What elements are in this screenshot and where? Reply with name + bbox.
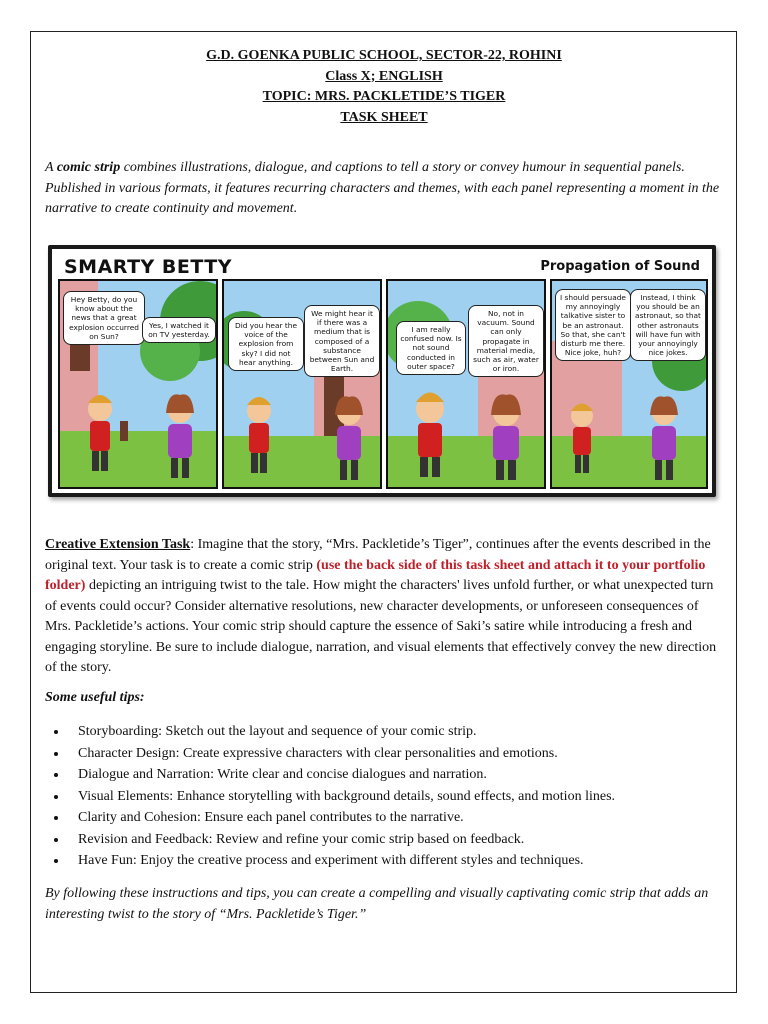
speech-bubble-boy-2: Did you hear the voice of the explosion from sky? I did not hear anything.	[228, 317, 304, 371]
task-label: Creative Extension Task	[45, 537, 191, 552]
intro-term: comic strip	[56, 160, 121, 175]
speech-bubble-girl-3: No, not in vacuum. Sound can only propagate in material media, such as air, water or iron.	[468, 305, 544, 377]
tip-item-revision: • Revision and Feedback: Review and refine your comic strip based on feedback.	[68, 829, 748, 851]
closing-paragraph: By following these instructions and tips, you can create a compelling and visually captivating comic strip that adds an interesting twist to the story of “Mrs. Packletide’s Tiger.”	[45, 886, 709, 922]
comic-panel-1	[58, 279, 218, 489]
tip-item-dialogue: • Dialogue and Narration: Write clear and concise dialogues and narration.	[68, 764, 748, 786]
topic-line: TOPIC: MRS. PACKLETIDE’S TIGER	[262, 89, 506, 104]
task-paragraph	[45, 535, 725, 679]
task-part1: : Imagine that the story, “Mrs. Packletide’s Tiger”, continues after the events described in the original text. Your task is to create a comic strip	[45, 537, 711, 573]
speech-bubble-boy-4: I should persuade my annoyingly talkative sister to be an astronaut. So that, she can't disturb me there. Nice joke, huh?	[555, 289, 631, 361]
comic-strip	[48, 245, 716, 497]
speech-bubble-boy-3: I am really confused now. Is not sound conducted in outer space?	[396, 321, 466, 375]
tip-item-visual-elements: • Visual Elements: Enhance storytelling with background details, sound effects, and motion lines.	[68, 786, 748, 808]
tip-item-storyboarding: • Storyboarding: Sketch out the layout and sequence of your comic strip.	[68, 721, 748, 743]
task-highlight: (use the back side of this task sheet and attach it to your portfolio folder)	[45, 557, 706, 593]
document-header	[0, 46, 768, 128]
tips-heading: Some useful tips:	[45, 690, 145, 705]
speech-bubble-boy-1: Hey Betty, do you know about the news that a great explosion occurred on Sun?	[63, 291, 145, 345]
task-part2: depicting an intriguing twist to the tale. How might the characters' lives unfold further, or what unexpected turn of events could occur? Consider alternative resolutions, new character developments, or unforeseen consequences of Mrs. Packletide’s actions. Your comic strip should capture the essence of Saki’s satire while introducing a fresh and engaging storyline. Be sure to include dialogue, narration, and visual elements that effectively convey the new direction of the story.	[45, 578, 717, 675]
tip-item-clarity: • Clarity and Cohesion: Ensure each panel contributes to the narrative.	[68, 807, 748, 829]
class-line: Class X; ENGLISH	[325, 68, 443, 84]
tips-list	[45, 721, 748, 872]
comic-title: SMARTY BETTY	[64, 256, 232, 278]
intro-rest: combines illustrations, dialogue, and captions to tell a story or convey humour in sequential panels. Published in various formats, it features recurring characters and themes, with each panel representing a moment in the narrative to create continuity and movement.	[45, 160, 720, 216]
intro-lead: A	[45, 160, 57, 175]
comic-panel-4	[550, 279, 708, 489]
comic-topic: Propagation of Sound	[540, 259, 700, 274]
speech-bubble-girl-2: We might hear it if there was a medium that is composed of a substance between Sun and Earth.	[304, 305, 380, 377]
speech-bubble-girl-4: Instead, I think you should be an astronaut, so that other astronauts will have fun with your annoyingly nice jokes.	[630, 289, 706, 361]
comic-panel-3	[386, 279, 546, 489]
tip-item-character-design: • Character Design: Create expressive characters with clear personalities and emotions.	[68, 743, 748, 765]
tip-item-have-fun: • Have Fun: Enjoy the creative process and experiment with different styles and techniques.	[68, 850, 748, 872]
comic-panel-2	[222, 279, 382, 489]
sheet-title: TASK SHEET	[340, 109, 428, 125]
intro-paragraph	[45, 158, 725, 220]
speech-bubble-girl-1: Yes, I watched it on TV yesterday.	[142, 317, 216, 343]
school-name: G.D. GOENKA PUBLIC SCHOOL, SECTOR-22, ROHINI	[206, 48, 562, 63]
